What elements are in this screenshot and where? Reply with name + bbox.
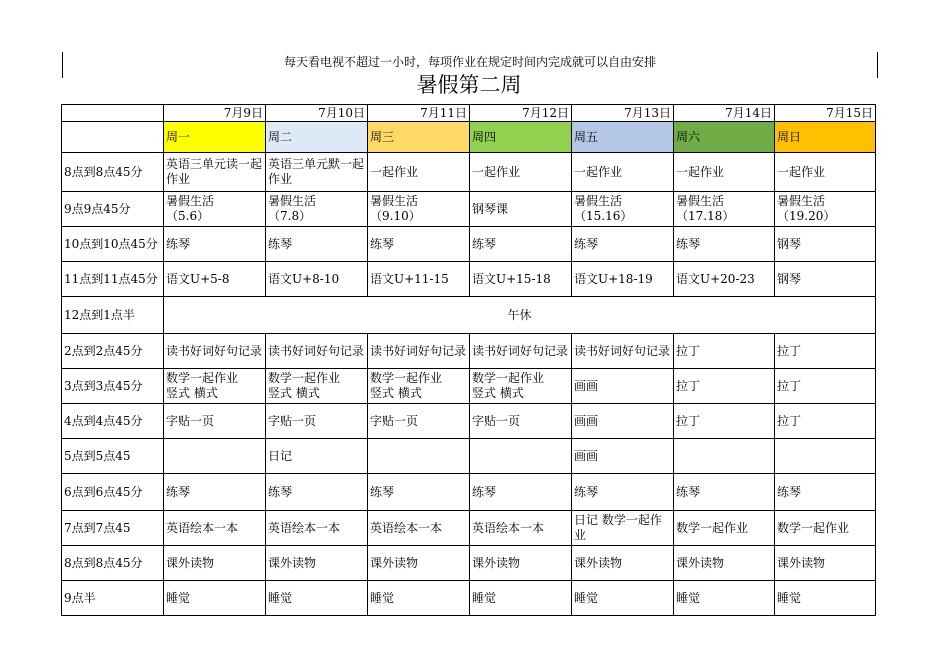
- activity-cell: 钢琴: [775, 227, 876, 262]
- activity-cell: 睡觉: [368, 581, 470, 616]
- schedule-row: [62, 153, 876, 192]
- day-cell: 周一: [164, 122, 266, 153]
- activity-cell: 读书好词好句记录: [368, 334, 470, 369]
- time-slot: 6点到6点45分: [62, 474, 164, 511]
- schedule-row: [62, 474, 876, 511]
- activity-line: 竖式 横式: [472, 386, 524, 400]
- activity-cell: 拉丁: [775, 404, 876, 439]
- activity-cell: 字贴一页: [368, 404, 470, 439]
- activity-cell: [368, 192, 470, 227]
- activity-cell: 英语三单元默一起作业: [266, 153, 368, 192]
- activity-cell: 钢琴课: [470, 192, 572, 227]
- activity-cell: 钢琴: [775, 262, 876, 297]
- activity-cell: 英语绘本一本: [368, 511, 470, 546]
- activity-line: （7.8）: [268, 209, 312, 223]
- day-cell: 周日: [775, 122, 876, 153]
- schedule-row: [62, 334, 876, 369]
- activity-cell: 睡觉: [674, 581, 775, 616]
- day-cell: 周三: [368, 122, 470, 153]
- activity-cell: 语文U+5-8: [164, 262, 266, 297]
- activity-line: 数学一起作业: [268, 371, 341, 385]
- activity-cell: 拉丁: [674, 369, 775, 404]
- activity-line: 暑假生活: [777, 194, 826, 208]
- activity-cell: 拉丁: [674, 334, 775, 369]
- time-slot: 11点到11点45分: [62, 262, 164, 297]
- schedule-row: [62, 546, 876, 581]
- schedule-row: [62, 404, 876, 439]
- day-cell: 周五: [572, 122, 674, 153]
- activity-cell: 练琴: [470, 474, 572, 511]
- day-row: [62, 122, 876, 153]
- activity-cell: [368, 439, 470, 474]
- activity-cell: 练琴: [775, 474, 876, 511]
- activity-line: 竖式 横式: [370, 386, 422, 400]
- note-text: 每天看电视不超过一小时，每项作业在规定时间内完成就可以自由安排: [283, 55, 656, 69]
- activity-cell: 拉丁: [674, 404, 775, 439]
- activity-line: 暑假生活: [268, 194, 317, 208]
- date-cell: 7月13日: [572, 105, 674, 122]
- activity-cell: 一起作业: [572, 153, 674, 192]
- activity-line: 暑假生活: [574, 194, 623, 208]
- activity-cell: 英语绘本一本: [470, 511, 572, 546]
- activity-cell: 课外读物: [775, 546, 876, 581]
- activity-cell: 睡觉: [775, 581, 876, 616]
- activity-cell: 练琴: [572, 227, 674, 262]
- activity-cell: 语文U+11-15: [368, 262, 470, 297]
- corner-cell: [62, 105, 164, 122]
- activity-cell: 读书好词好句记录: [470, 334, 572, 369]
- activity-cell: [164, 369, 266, 404]
- activity-cell: 练琴: [164, 227, 266, 262]
- date-cell: 7月10日: [266, 105, 368, 122]
- day-cell: 周二: [266, 122, 368, 153]
- activity-line: 数学一起作业: [472, 371, 545, 385]
- activity-cell: [674, 439, 775, 474]
- date-cell: 7月14日: [674, 105, 775, 122]
- schedule-row: [62, 369, 876, 404]
- activity-cell: 英语绘本一本: [164, 511, 266, 546]
- activity-cell: 日记 数学一起作业: [572, 511, 674, 546]
- activity-cell: 读书好词好句记录: [572, 334, 674, 369]
- activity-cell: [775, 192, 876, 227]
- time-slot: 8点到8点45分: [62, 153, 164, 192]
- activity-line: （15.16）: [574, 209, 633, 223]
- activity-cell: 练琴: [368, 474, 470, 511]
- activity-cell: 语文U+18-19: [572, 262, 674, 297]
- activity-cell: 练琴: [470, 227, 572, 262]
- activity-cell: [164, 192, 266, 227]
- activity-line: 暑假生活: [370, 194, 419, 208]
- activity-line: 竖式 横式: [166, 386, 218, 400]
- day-cell: 周四: [470, 122, 572, 153]
- activity-line: （19.20）: [777, 209, 836, 223]
- corner-cell: [62, 122, 164, 153]
- date-cell: 7月15日: [775, 105, 876, 122]
- activity-cell: 课外读物: [266, 546, 368, 581]
- activity-line: 暑假生活: [676, 194, 725, 208]
- activity-cell: 课外读物: [368, 546, 470, 581]
- activity-cell: 课外读物: [572, 546, 674, 581]
- activity-cell: 一起作业: [674, 153, 775, 192]
- activity-cell: 拉丁: [775, 334, 876, 369]
- activity-cell: [164, 439, 266, 474]
- activity-cell: [775, 439, 876, 474]
- schedule-table: [61, 104, 876, 616]
- activity-cell: 读书好词好句记录: [164, 334, 266, 369]
- time-slot: 12点到1点半: [62, 297, 164, 334]
- schedule-row: [62, 439, 876, 474]
- activity-line: 竖式 横式: [268, 386, 320, 400]
- activity-cell: 睡觉: [470, 581, 572, 616]
- schedule-row: [62, 297, 876, 334]
- activity-cell: 睡觉: [164, 581, 266, 616]
- schedule-row: [62, 581, 876, 616]
- activity-cell: 睡觉: [266, 581, 368, 616]
- activity-cell: [470, 369, 572, 404]
- page-title: 暑假第二周: [416, 73, 522, 97]
- activity-cell: 字贴一页: [470, 404, 572, 439]
- time-slot: 7点到7点45: [62, 511, 164, 546]
- schedule-row: [62, 192, 876, 227]
- activity-cell: 课外读物: [470, 546, 572, 581]
- time-slot: 4点到4点45分: [62, 404, 164, 439]
- activity-cell: 语文U+20-23: [674, 262, 775, 297]
- activity-line: 数学一起作业: [370, 371, 443, 385]
- time-slot: 8点到8点45分: [62, 546, 164, 581]
- activity-cell: 读书好词好句记录: [266, 334, 368, 369]
- date-cell: 7月9日: [164, 105, 266, 122]
- activity-cell: 练琴: [164, 474, 266, 511]
- activity-line: 暑假生活: [166, 194, 215, 208]
- activity-cell: 课外读物: [674, 546, 775, 581]
- activity-cell: 拉丁: [775, 369, 876, 404]
- activity-cell: 语文U+8-10: [266, 262, 368, 297]
- date-cell: 7月11日: [368, 105, 470, 122]
- activity-cell: 练琴: [368, 227, 470, 262]
- activity-line: 数学一起作业: [166, 371, 239, 385]
- time-slot: 2点到2点45分: [62, 334, 164, 369]
- time-slot: 5点到5点45: [62, 439, 164, 474]
- activity-cell: 字贴一页: [164, 404, 266, 439]
- schedule-row: [62, 227, 876, 262]
- activity-cell: [368, 369, 470, 404]
- time-slot: 9点9点45分: [62, 192, 164, 227]
- activity-cell: 画画: [572, 439, 674, 474]
- activity-cell: 语文U+15-18: [470, 262, 572, 297]
- activity-cell: 数学一起作业: [674, 511, 775, 546]
- activity-cell: 画画: [572, 369, 674, 404]
- activity-cell: 一起作业: [775, 153, 876, 192]
- activity-cell: 练琴: [266, 227, 368, 262]
- activity-cell: 英语绘本一本: [266, 511, 368, 546]
- activity-cell: 数学一起作业: [775, 511, 876, 546]
- activity-cell: 字贴一页: [266, 404, 368, 439]
- activity-cell: 课外读物: [164, 546, 266, 581]
- activity-line: （9.10）: [370, 209, 421, 223]
- activity-line: （17.18）: [676, 209, 735, 223]
- time-slot: 3点到3点45分: [62, 369, 164, 404]
- activity-cell: 睡觉: [572, 581, 674, 616]
- activity-cell: [572, 192, 674, 227]
- date-cell: 7月12日: [470, 105, 572, 122]
- activity-cell: [266, 369, 368, 404]
- activity-cell: [470, 439, 572, 474]
- day-cell: 周六: [674, 122, 775, 153]
- activity-cell: 练琴: [572, 474, 674, 511]
- time-slot: 10点到10点45分: [62, 227, 164, 262]
- activity-cell: 英语三单元读一起作业: [164, 153, 266, 192]
- activity-cell: 日记: [266, 439, 368, 474]
- activity-cell: [266, 192, 368, 227]
- schedule-row: [62, 262, 876, 297]
- activity-cell: 练琴: [674, 474, 775, 511]
- activity-cell: 练琴: [674, 227, 775, 262]
- time-slot: 9点半: [62, 581, 164, 616]
- activity-cell: 练琴: [266, 474, 368, 511]
- date-row: [62, 105, 876, 122]
- activity-cell: 一起作业: [470, 153, 572, 192]
- activity-cell: 画画: [572, 404, 674, 439]
- schedule-row: [62, 511, 876, 546]
- activity-line: （5.6）: [166, 209, 210, 223]
- activity-cell: [674, 192, 775, 227]
- lunch-break-cell: 午休: [164, 297, 876, 334]
- activity-cell: 一起作业: [368, 153, 470, 192]
